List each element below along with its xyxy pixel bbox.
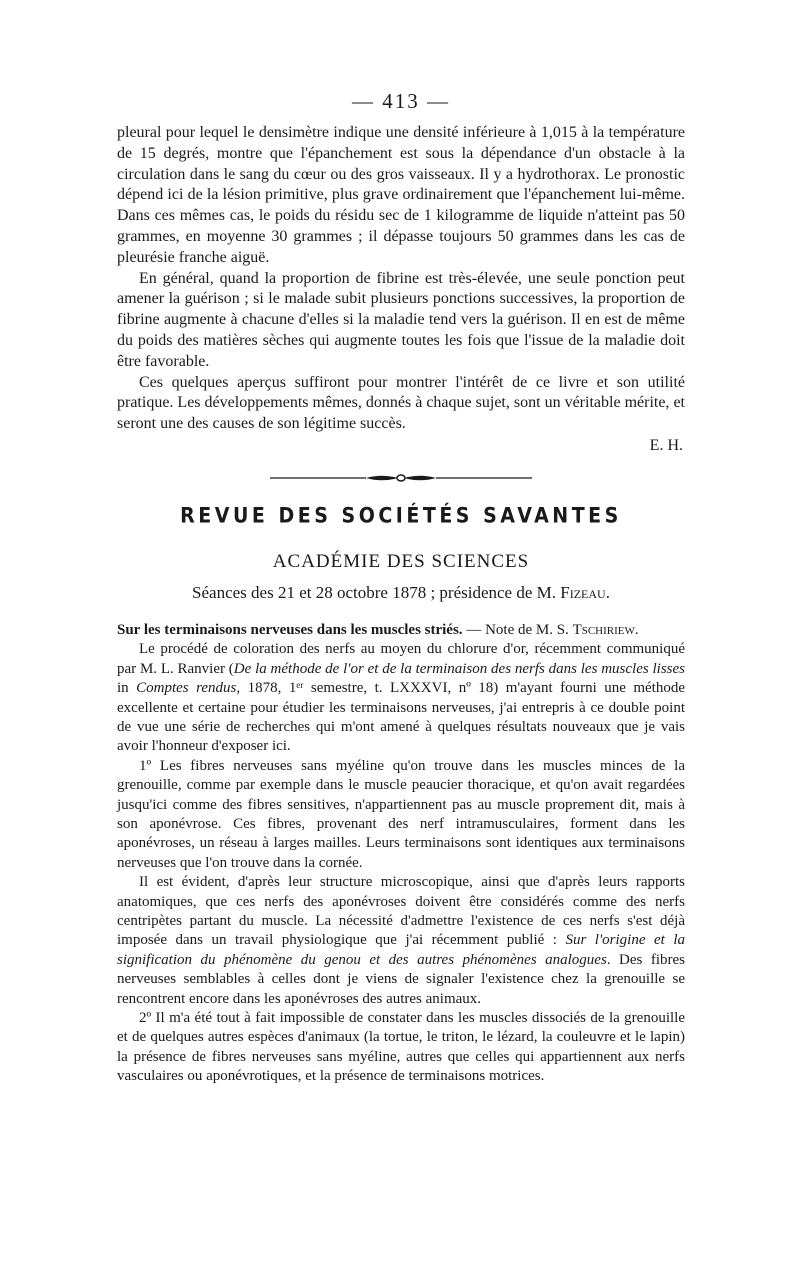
article-p1-title-1: De la méthode de l'or et de la terminaison des nerfs dans les muscles lisses [233, 660, 685, 677]
article-p3-title: Sur l'origine et la signification du phénomène du genou et des autres phénomènes analogues [117, 932, 685, 968]
sessions-text: Séances des 21 et 28 octobre 1878 ; présidence de M. [192, 582, 557, 602]
article-paragraph-4: 2º Il m'a été tout à fait impossible de constater dans les muscles dissociés de la grenouille et de quelques autres espèces d'animaux (la tortue, le triton, le lézard, la couleuvre et le lapin) la présence de fibres nerveuses sans myéline, autres que celles qui appartiennent aux nerfs vasculaires ou aponévrotiques, et la présence de terminaisons motrices. [117, 1010, 685, 1085]
article-p3-a: Il est évident, d'après leur structure microscopique, ainsi que d'après leurs rapports anatomiques, que ces nerfs des aponévroses doivent être considérés comme des nerfs centripètes partant du muscle. La nécessité d'admettre l'existence de ces nerfs s'est déjà imposée dans un travail physiologique que j'ai récemment publié : [117, 874, 685, 949]
review-paragraph-1: pleural pour lequel le densimètre indique une densité inférieure à 1,015 à la température de 15 degrés, montre que l'épanchement est sous la dépendance d'un obstacle à la circulation dans le sang du cœur ou des gros vaisseaux. Il y a hydrothorax. Le pronostic dépend ici de la lésion primitive, plus grave ordinairement que l'épanchement lui-même. Dans ces mêmes cas, le poids du résidu sec de 1 kilogramme de liquide n'atteint pas 50 grammes, en moyenne 30 grammes ; il dépasse toujours 50 grammes dans les cas de pleurésie franche aiguë. [117, 124, 685, 266]
article-heading [117, 621, 685, 640]
article-paragraph-3 [117, 873, 685, 1009]
review-paragraph-2: En général, quand la proportion de fibrine est très-élevée, une seule ponction peut amener la guérison ; si le malade subit plusieurs ponctions successives, la proportion de fibrine augmente à chacune d'elles si la maladie tend vers la guérison. Il en est de même du poids des matières sèches qui augmente toutes les fois que l'issue de la maladie doit être favorable. [117, 269, 685, 370]
article-p1-b: in [117, 680, 137, 697]
review-signature: E. H. [649, 436, 683, 454]
article-p1-title-2: Comptes rendus [136, 680, 237, 697]
sessions-line [117, 583, 685, 603]
article-p1-c: , 1878, 1ᵉʳ semestre, t. LXXXVI, nº 18) m'ayant fourni une méthode excellente et certaine pour étudier les terminaisons nerveuses, j'ai entrepris à ce double point de vue une série de recherches qui m'ont amené à quelques résultats nouveaux que je vais avoir l'honneur d'exposer ici. [117, 680, 685, 755]
page-content [117, 88, 685, 1087]
article-author: Tschiriew [572, 621, 635, 638]
article-title-separator: — [462, 621, 486, 638]
section-title: REVUE DES SOCIÉTÉS SAVANTES [180, 503, 622, 529]
academy-heading: ACADÉMIE DES SCIENCES [272, 550, 530, 572]
article-paragraph-1 [117, 640, 685, 756]
sessions-end: . [605, 582, 610, 602]
author-end: . [634, 621, 639, 638]
article-p1-a: Le procédé de coloration des nerfs au moyen du chlorure d'or, récemment communiqué par M. L. Ranvier ( [117, 641, 685, 677]
scroll-ornament-icon [117, 473, 685, 483]
note-label: Note de M. S. [485, 621, 569, 638]
president-name: Fizeau [560, 582, 606, 602]
review-paragraph-3: Ces quelques aperçus suffiront pour montrer l'intérêt de ce livre et son utilité pratique. Les développements mêmes, donnés à chaque sujet, sont un véritable mérite, et seront une des causes de son légitime succès. [117, 373, 685, 433]
page-number: — 413 — [352, 89, 450, 113]
article-paragraph-2: 1º Les fibres nerveuses sans myéline qu'on trouve dans les muscles minces de la grenouille, comme par exemple dans le muscle peaucier thoracique, et qu'on avait regardées jusqu'ici comme des fibres sensitives, n'appartiennent pas au muscle proprement dit, mais à son aponévrose. Ces fibres, provenant des nerf intramusculaires, forment dans les aponévroses, un réseau à larges mailles. Leurs terminaisons sont identiques aux terminaisons nerveuses que l'on trouve dans la cornée. [117, 757, 685, 871]
article-title: Sur les terminaisons nerveuses dans les muscles striés. [117, 621, 463, 638]
article-p3-b: . Des fibres nerveuses semblables à celles dont je viens de signaler l'existence chez la grenouille se rencontrent encore dans les aponévroses des autres animaux. [117, 951, 685, 1007]
